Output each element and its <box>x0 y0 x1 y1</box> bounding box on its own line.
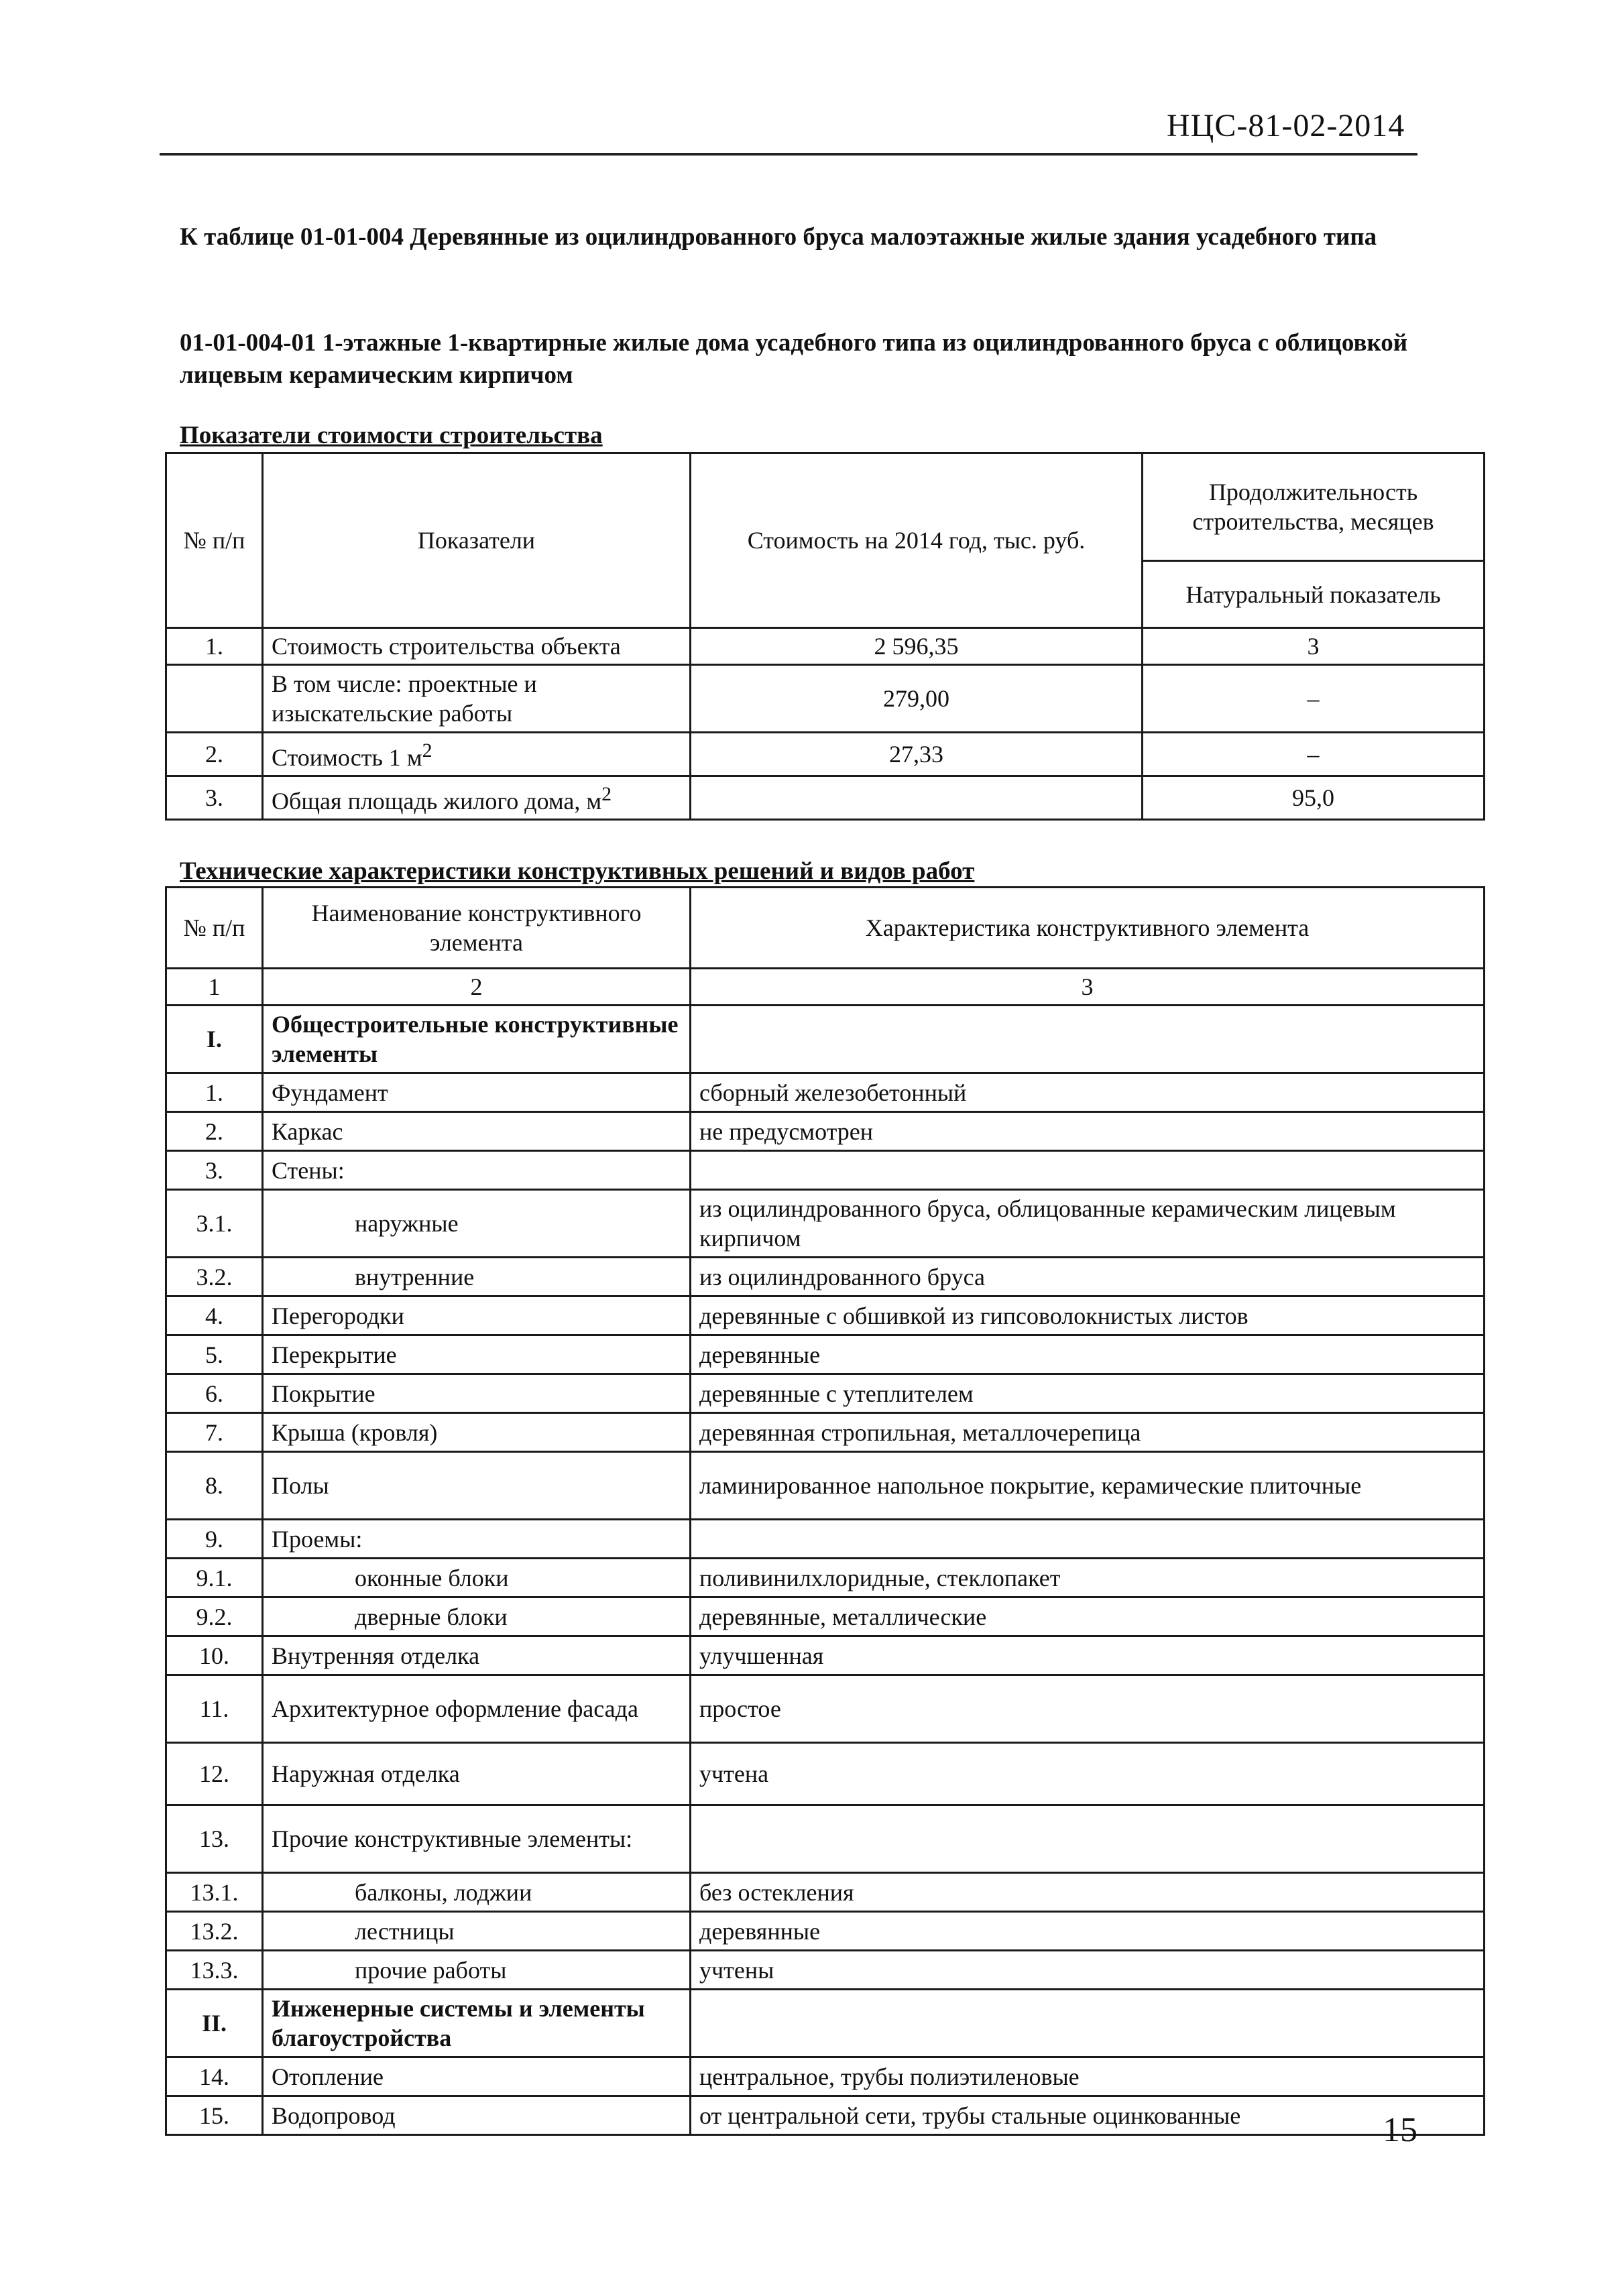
row-num: 1. <box>166 628 263 665</box>
row-cost <box>691 776 1143 820</box>
table-row <box>166 2057 1485 2096</box>
table-row <box>166 733 1485 776</box>
row-characteristic: улучшенная <box>691 1636 1485 1675</box>
row-name: Внутренняя отделка <box>263 1636 691 1675</box>
unit-superscript: 2 <box>422 739 432 762</box>
table-row <box>166 776 1485 820</box>
row-characteristic: деревянные <box>691 1335 1485 1374</box>
row-cost: 2 596,35 <box>691 628 1143 665</box>
row-name: Покрытие <box>263 1374 691 1413</box>
row-characteristic <box>691 1006 1485 1073</box>
col-number: 1 <box>166 969 263 1006</box>
header-rule <box>160 153 1417 156</box>
row-name: оконные блоки <box>263 1559 691 1597</box>
row-name: Стены: <box>263 1151 691 1190</box>
tech-table <box>165 886 1485 2136</box>
row-num: 6. <box>166 1374 263 1413</box>
row-num: 3. <box>166 1151 263 1190</box>
row-characteristic <box>691 1805 1485 1873</box>
indicator-text: Стоимость 1 м <box>272 744 422 771</box>
table-row <box>166 2096 1485 2135</box>
row-num: 3.2. <box>166 1258 263 1296</box>
row-indicator: В том числе: проектные и изыскательские работы <box>263 665 691 733</box>
row-indicator: Стоимость строительства объекта <box>263 628 691 665</box>
row-num: 12. <box>166 1743 263 1805</box>
row-num: 13. <box>166 1805 263 1873</box>
row-num: 1. <box>166 1073 263 1112</box>
table-row <box>166 1006 1485 1073</box>
document-code: НЦС-81-02-2014 <box>1167 108 1405 143</box>
row-name: Перегородки <box>263 1296 691 1335</box>
row-duration: 95,0 <box>1143 776 1485 820</box>
indicator-text: Общая площадь жилого дома, м <box>272 788 602 814</box>
page-number: 15 <box>1383 2111 1417 2149</box>
row-num: 2. <box>166 733 263 776</box>
table-row <box>166 1073 1485 1112</box>
table-row <box>166 1452 1485 1520</box>
table-row <box>166 1912 1485 1951</box>
subsection-heading: 01-01-004-01 1-этажные 1-квартирные жилые дома усадебного типа из оцилиндрованного бруса с облицовкой лицевым керамическим кирпичом <box>180 329 1408 389</box>
row-characteristic: ламинированное напольное покрытие, керамические плиточные <box>691 1452 1485 1520</box>
table-row <box>166 1597 1485 1636</box>
row-name: Наружная отделка <box>263 1743 691 1805</box>
tech-table-title: Технические характеристики конструктивных решений и видов работ <box>180 857 975 885</box>
table-row <box>166 1520 1485 1559</box>
row-duration: – <box>1143 665 1485 733</box>
row-characteristic: деревянные <box>691 1912 1485 1951</box>
cost-table <box>165 452 1485 821</box>
row-num: 10. <box>166 1636 263 1675</box>
row-num: I. <box>166 1006 263 1073</box>
col-header-characteristic: Характеристика конструктивного элемента <box>691 888 1485 969</box>
col-number: 2 <box>263 969 691 1006</box>
row-num: 14. <box>166 2057 263 2096</box>
table-row <box>166 1151 1485 1190</box>
table-row <box>166 1112 1485 1151</box>
row-num: 4. <box>166 1296 263 1335</box>
row-num <box>166 665 263 733</box>
table-row <box>166 1374 1485 1413</box>
col-header-natural: Натуральный показатель <box>1143 561 1485 628</box>
table-row <box>166 1636 1485 1675</box>
row-characteristic: учтена <box>691 1743 1485 1805</box>
row-num: 15. <box>166 2096 263 2135</box>
row-cost: 279,00 <box>691 665 1143 733</box>
row-cost: 27,33 <box>691 733 1143 776</box>
col-header-num: № п/п <box>166 453 263 628</box>
row-name: Прочие конструктивные элементы: <box>263 1805 691 1873</box>
row-name: прочие работы <box>263 1951 691 1990</box>
col-header-name: Наименование конструктивного элемента <box>263 888 691 969</box>
row-name: Каркас <box>263 1112 691 1151</box>
row-num: 13.2. <box>166 1912 263 1951</box>
col-number: 3 <box>691 969 1485 1006</box>
table-row <box>166 1805 1485 1873</box>
row-num: 13.1. <box>166 1873 263 1912</box>
row-name: лестницы <box>263 1912 691 1951</box>
row-name: внутренние <box>263 1258 691 1296</box>
row-characteristic: деревянная стропильная, металлочерепица <box>691 1413 1485 1452</box>
row-characteristic <box>691 1990 1485 2057</box>
table-row <box>166 1296 1485 1335</box>
row-num: 5. <box>166 1335 263 1374</box>
row-characteristic <box>691 1520 1485 1559</box>
row-characteristic: не предусмотрен <box>691 1112 1485 1151</box>
row-num: 3.1. <box>166 1190 263 1258</box>
cost-table-title: Показатели стоимости строительства <box>180 422 603 449</box>
row-name: балконы, лоджии <box>263 1873 691 1912</box>
row-name: Отопление <box>263 2057 691 2096</box>
table-row <box>166 628 1485 665</box>
row-indicator <box>263 776 691 820</box>
row-name: Водопровод <box>263 2096 691 2135</box>
row-name: Перекрытие <box>263 1335 691 1374</box>
col-header-indicator: Показатели <box>263 453 691 628</box>
col-header-cost: Стоимость на 2014 год, тыс. руб. <box>691 453 1143 628</box>
row-characteristic: без остекления <box>691 1873 1485 1912</box>
table-row <box>166 1990 1485 2057</box>
row-num: II. <box>166 1990 263 2057</box>
row-name: Архитектурное оформление фасада <box>263 1675 691 1743</box>
row-characteristic: поливинилхлоридные, стеклопакет <box>691 1559 1485 1597</box>
table-row <box>166 1675 1485 1743</box>
row-characteristic: учтены <box>691 1951 1485 1990</box>
table-reference-heading: К таблице 01-01-004 Деревянные из оцилиндрованного бруса малоэтажные жилые здания усадебного типа <box>180 223 1377 251</box>
row-characteristic <box>691 1151 1485 1190</box>
row-num: 7. <box>166 1413 263 1452</box>
row-num: 9.2. <box>166 1597 263 1636</box>
table-row <box>166 1873 1485 1912</box>
table-row <box>166 1258 1485 1296</box>
row-duration: – <box>1143 733 1485 776</box>
row-characteristic: центральное, трубы полиэтиленовые <box>691 2057 1485 2096</box>
row-characteristic: простое <box>691 1675 1485 1743</box>
table-row <box>166 1951 1485 1990</box>
row-num: 3. <box>166 776 263 820</box>
row-name: Фундамент <box>263 1073 691 1112</box>
row-name: Инженерные системы и элементы благоустройства <box>263 1990 691 2057</box>
row-name: Общестроительные конструктивные элементы <box>263 1006 691 1073</box>
col-header-duration: Продолжительность строительства, месяцев <box>1143 453 1485 561</box>
row-num: 2. <box>166 1112 263 1151</box>
table-row <box>166 1335 1485 1374</box>
row-num: 13.3. <box>166 1951 263 1990</box>
row-num: 8. <box>166 1452 263 1520</box>
col-header-num: № п/п <box>166 888 263 969</box>
row-name: Крыша (кровля) <box>263 1413 691 1452</box>
row-num: 9. <box>166 1520 263 1559</box>
row-characteristic: деревянные с утеплителем <box>691 1374 1485 1413</box>
row-characteristic: из оцилиндрованного бруса, облицованные керамическим лицевым кирпичом <box>691 1190 1485 1258</box>
table-row <box>166 1413 1485 1452</box>
row-name: Проемы: <box>263 1520 691 1559</box>
row-indicator <box>263 733 691 776</box>
unit-superscript: 2 <box>601 783 612 805</box>
table-row <box>166 1559 1485 1597</box>
table-row <box>166 1743 1485 1805</box>
row-name: дверные блоки <box>263 1597 691 1636</box>
row-num: 9.1. <box>166 1559 263 1597</box>
row-characteristic: из оцилиндрованного бруса <box>691 1258 1485 1296</box>
table-row <box>166 665 1485 733</box>
row-name: наружные <box>263 1190 691 1258</box>
row-characteristic: от центральной сети, трубы стальные оцинкованные <box>691 2096 1485 2135</box>
row-characteristic: деревянные, металлические <box>691 1597 1485 1636</box>
row-duration: 3 <box>1143 628 1485 665</box>
row-characteristic: сборный железобетонный <box>691 1073 1485 1112</box>
table-row <box>166 1190 1485 1258</box>
row-num: 11. <box>166 1675 263 1743</box>
row-characteristic: деревянные с обшивкой из гипсоволокнистых листов <box>691 1296 1485 1335</box>
row-name: Полы <box>263 1452 691 1520</box>
